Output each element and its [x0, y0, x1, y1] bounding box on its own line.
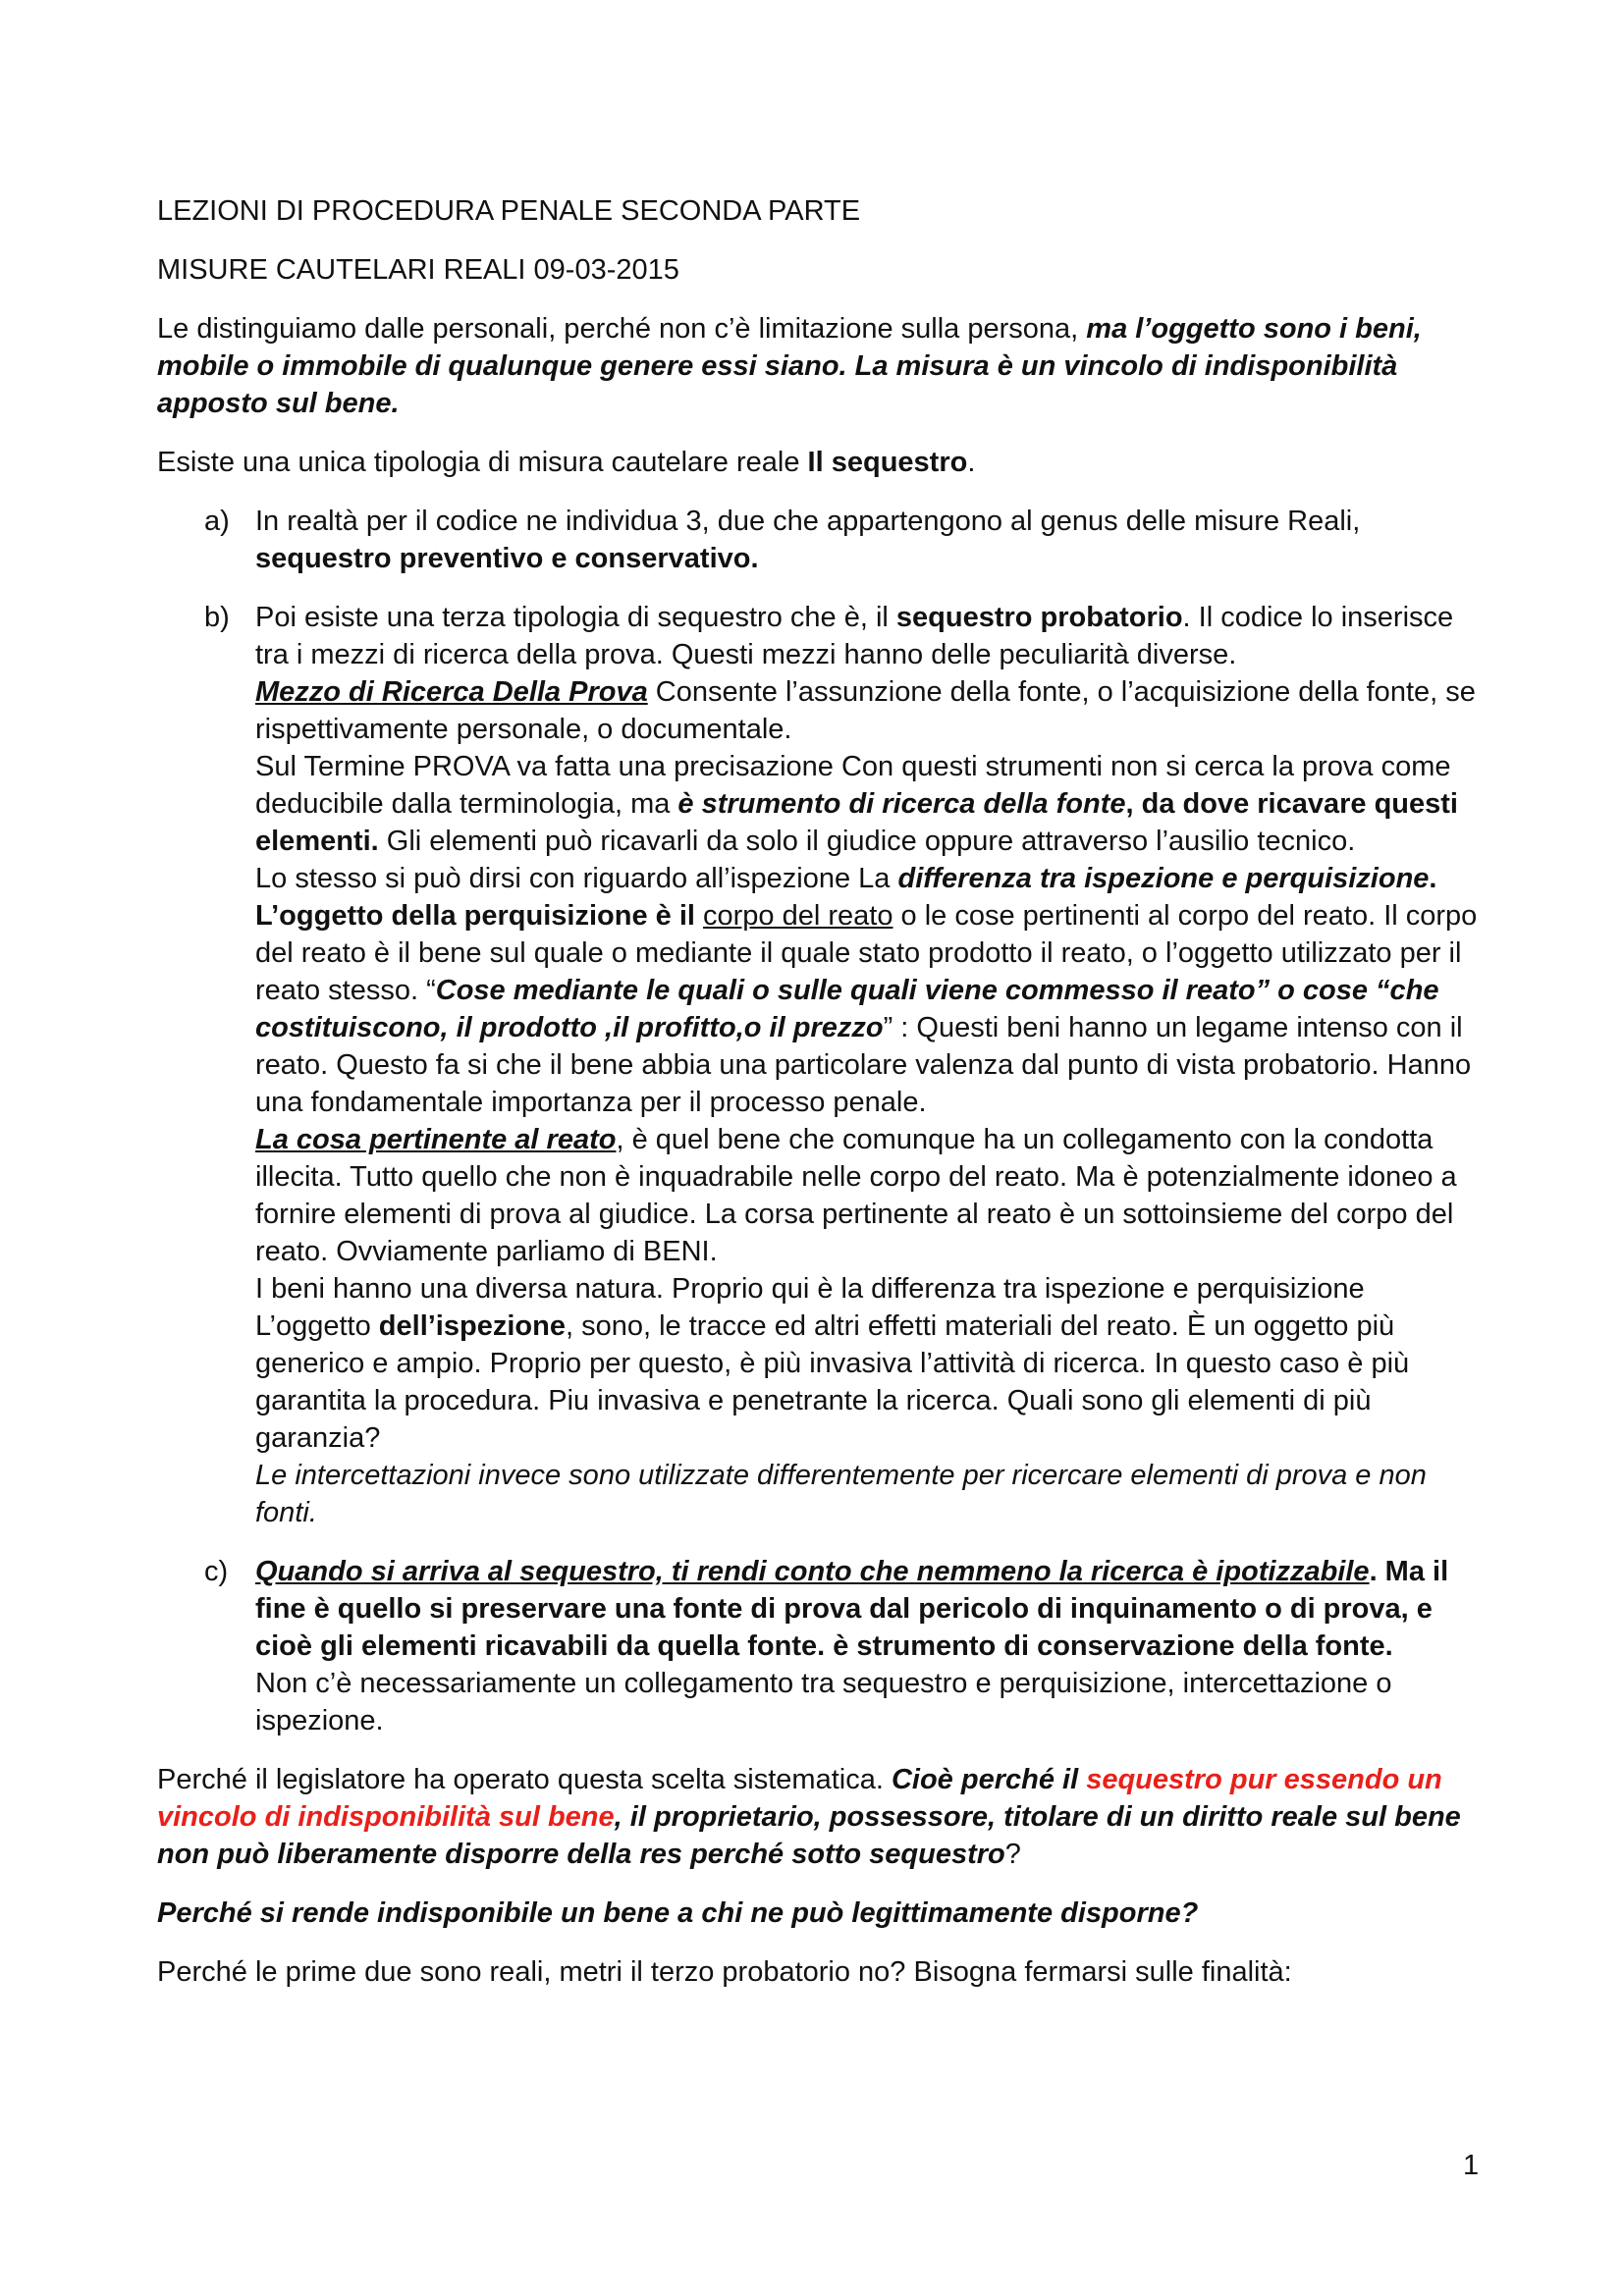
- list-item-b-line-6: [255, 1270, 1478, 1457]
- text-run-bold-italic: ma l’oggetto sono i beni, mobile o immobile di qualunque genere essi siano. La misura è un vincolo di indisponibilità apposto sul bene.: [157, 313, 1422, 419]
- text-run: Perché le prime due sono reali, metri il terzo probatorio no? Bisogna fermarsi sulle finalità:: [157, 1956, 1292, 1988]
- text-run: Non c’è necessariamente un collegamento tra sequestro e perquisizione, intercettazione o ispezione.: [255, 1668, 1392, 1736]
- page-content: [157, 192, 1478, 2012]
- text-run-bold-italic-underline: Quando si arriva al sequestro, ti rendi conto che nemmeno la ricerca è ipotizzabile: [255, 1556, 1370, 1587]
- text-run: Gli elementi può ricavarli da solo il giudice oppure attraverso l’ausilio tecnico.: [378, 826, 1356, 857]
- list-marker-c: c): [204, 1556, 229, 1587]
- text-run: Consente l’assunzione della fonte, o l’acquisizione della fonte, se rispettivamente personale, o documentale.: [255, 676, 1476, 745]
- list-item-c-body: [255, 1553, 1478, 1739]
- list-item-b-line-2: [255, 673, 1478, 748]
- text-run-bold-italic: differenza tra ispezione e perquisizione: [897, 863, 1430, 894]
- text-run: ?: [1004, 1839, 1021, 1870]
- page-number: 1: [1463, 2150, 1480, 2181]
- text-run: , sono, le tracce ed altri effetti materiali del reato. È un oggetto più generico e ampio. Proprio per questo, è più invasiva l’attività di ricerca. In questo caso è più garantita la procedura. Piu invasiva e penetrante la ricerca. Quali sono gli elementi di più garanzia?: [255, 1310, 1410, 1454]
- text-run: o le cose pertinenti al corpo del reato. Il corpo del reato è il bene sul quale o mediante il quale stato prodotto il reato, o l’oggetto utilizzato per il reato stesso. “: [255, 900, 1478, 1006]
- text-run-bold-italic-underline: Mezzo di Ricerca Della Prova: [255, 676, 648, 708]
- text-run: Lo stesso si può dirsi con riguardo all’ispezione La: [255, 863, 898, 894]
- list-item-b: [157, 599, 1478, 1531]
- heading-2: MISURE CAUTELARI REALI 09-03-2015: [157, 254, 679, 286]
- list-marker-a: a): [204, 506, 230, 537]
- list-item-b-line-3: [255, 748, 1478, 860]
- text-run: Sul Termine PROVA va fatta una precisazione Con questi strumenti non si cerca la prova come deducibile dalla terminologia, ma: [255, 751, 1451, 820]
- lettered-list: [157, 503, 1478, 1739]
- text-run: Poi esiste una terza tipologia di sequestro che è, il: [255, 602, 896, 633]
- text-run-bold-italic: è strumento di ricerca della fonte: [677, 788, 1126, 820]
- list-item-b-body: [255, 599, 1478, 1531]
- text-run-bold: dell’ispezione: [378, 1310, 566, 1342]
- text-run: , è quel bene che comunque ha un collegamento con la condotta illecita. Tutto quello che non è inquadrabile nelle corpo del reato. Ma è potenzialmente idoneo a fornire elementi di prova al giudice. La corsa pertinente al reato è un sottoinsieme del corpo del reato. Ovviamente parliamo di BENI.: [255, 1124, 1457, 1267]
- text-run-bold-italic: Cioè perché il: [891, 1764, 1087, 1795]
- text-run-bold: Il sequestro: [807, 447, 968, 478]
- list-item-a-body: [255, 503, 1478, 577]
- text-run: Perché il legislatore ha operato questa scelta sistematica.: [157, 1764, 892, 1795]
- list-marker-b: b): [204, 602, 230, 633]
- text-run-bold-italic: Perché si rende indisponibile un bene a chi ne può legittimamente disporne?: [157, 1897, 1199, 1929]
- list-item-a: [157, 503, 1478, 577]
- paragraph-tipologia: [157, 444, 1478, 481]
- paragraph-domanda: [157, 1895, 1478, 1932]
- list-item-b-line-7: [255, 1457, 1478, 1531]
- list-item-c-line-2: [255, 1665, 1478, 1739]
- text-run-bold-italic: Cose mediante le quali o sulle quali viene commesso il reato” o cose “che costituiscono, il prodotto ,il profitto,o il prezzo: [255, 975, 1439, 1043]
- text-run-bold: sequestro probatorio: [895, 602, 1183, 633]
- text-run: .: [967, 447, 976, 478]
- list-item-b-line-5: [255, 1121, 1478, 1270]
- text-run-bold: sequestro preventivo e conservativo.: [255, 543, 759, 574]
- text-run-underline: corpo del reato: [703, 900, 893, 932]
- text-run-bold: . L’oggetto della perquisizione è il: [255, 863, 1437, 932]
- heading-1: LEZIONI DI PROCEDURA PENALE SECONDA PARTE: [157, 195, 861, 227]
- text-run: Esiste una unica tipologia di misura cautelare reale: [157, 447, 808, 478]
- text-run: ” : Questi beni hanno un legame intenso con il reato. Questo fa si che il bene abbia una particolare valenza dal punto di vista probatorio. Hanno una fondamentale importanza per il processo penale.: [255, 1012, 1472, 1118]
- text-run: . Il codice lo inserisce tra i mezzi di ricerca della prova. Questi mezzi hanno delle peculiarità diverse.: [255, 602, 1454, 670]
- text-run: I beni hanno una diversa natura. Proprio qui è la differenza tra ispezione e perquisizione L’oggetto: [255, 1273, 1365, 1342]
- list-item-c-line-1: [255, 1553, 1478, 1665]
- text-run-bold-italic: , il proprietario, possessore, titolare di un diritto reale sul bene non può liberamente disporre della res perché sotto sequestro: [157, 1801, 1461, 1870]
- list-item-b-line-1: [255, 599, 1478, 673]
- text-run-bold-italic-red: sequestro pur essendo un vincolo di indisponibilità sul bene: [157, 1764, 1442, 1833]
- list-item-b-line-4: [255, 860, 1478, 1121]
- paragraph-perche-scelta: [157, 1761, 1478, 1873]
- text-run: Le distinguiamo dalle personali, perché non c’è limitazione sulla persona,: [157, 313, 1087, 345]
- text-run-bold: . Ma il fine è quello si preservare una fonte di prova dal pericolo di inquinamento o di prova, e cioè gli elementi ricavabili da quella fonte. è strumento di conservazione della fonte.: [255, 1556, 1449, 1662]
- text-run: In realtà per il codice ne individua 3, due che appartengono al genus delle misure Reali,: [255, 506, 1361, 537]
- text-run-bold-italic-underline: La cosa pertinente al reato: [255, 1124, 617, 1155]
- list-item-c: [157, 1553, 1478, 1739]
- paragraph-finalita: [157, 1953, 1478, 1991]
- paragraph-intro: [157, 310, 1478, 422]
- text-run-bold: , da dove ricavare questi elementi.: [255, 788, 1458, 857]
- text-run-italic: Le intercettazioni invece sono utilizzate differentemente per ricercare elementi di prova e non fonti.: [255, 1460, 1427, 1528]
